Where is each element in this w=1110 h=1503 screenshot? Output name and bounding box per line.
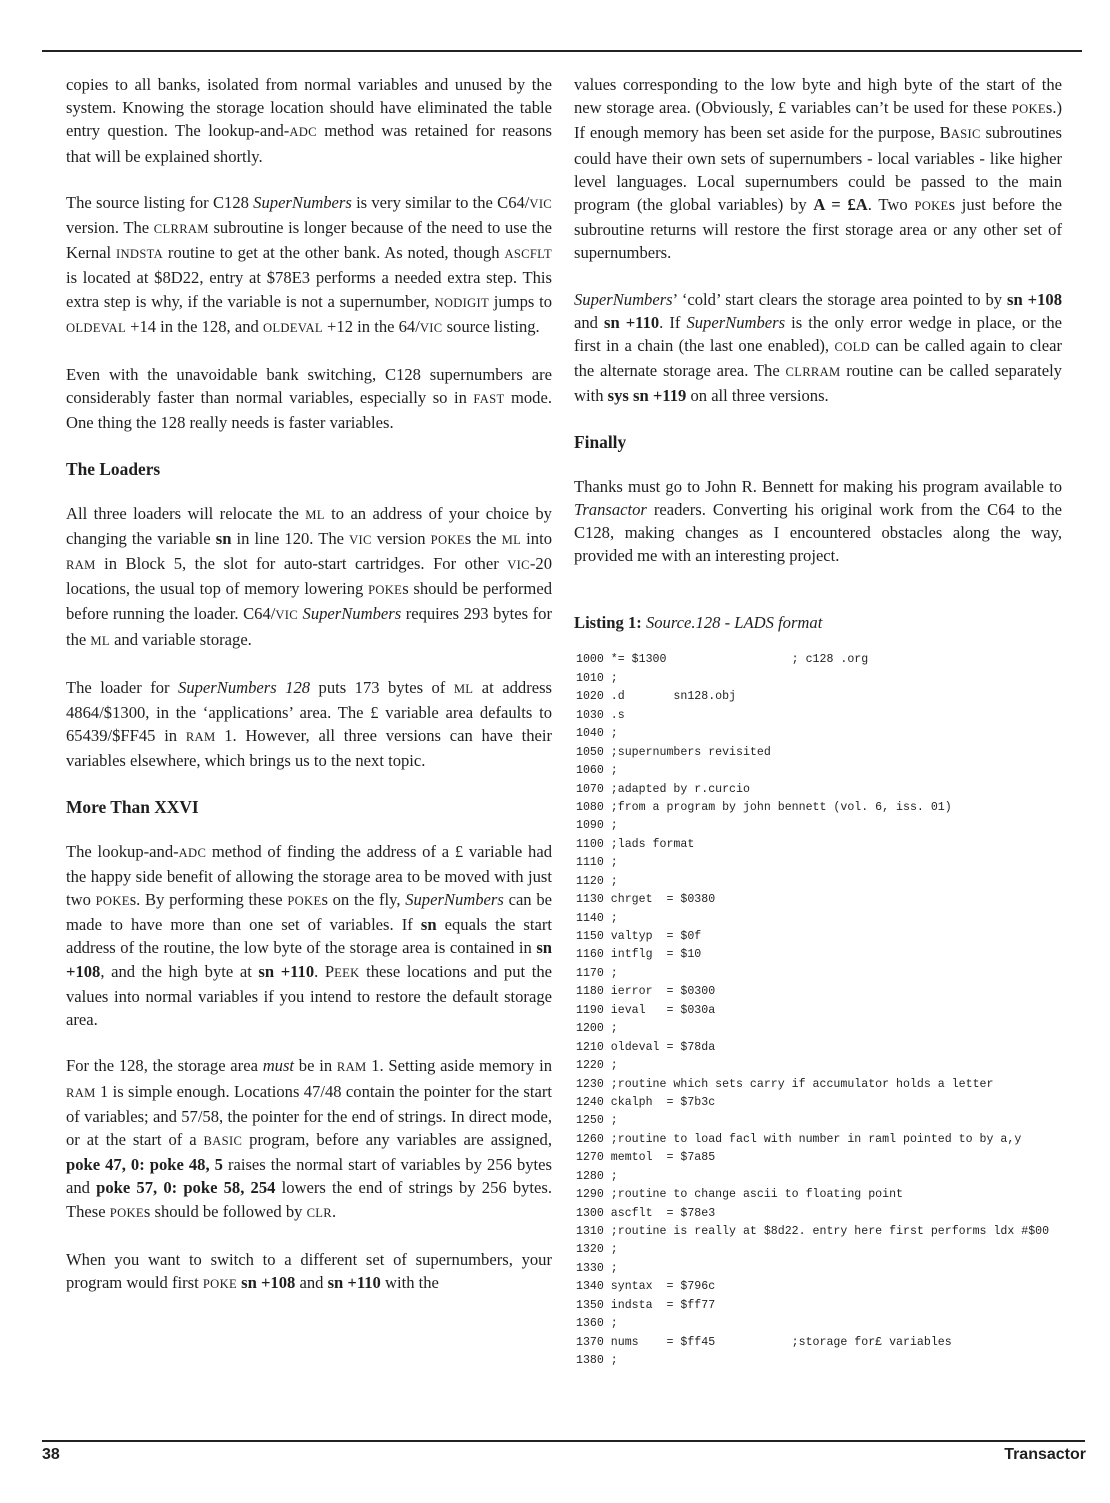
paragraph: The lookup-and-ADC method of finding the address of a £ variable had the happy side benefit of allowing the storage area to be moved with just two POKEs. By performing these POKEs on the fly, SuperNumbers can be made to have more than one set of variables. If sn equals the start address of the routine, the low byte of the storage area is contained in sn +108, and the high byte at sn +110. PEEK these locations and put the values into normal variables if you intend to restore the default storage area.	[66, 841, 553, 1030]
code-line: 1290 ;routine to change ascii to floating point	[576, 1188, 903, 1202]
section-heading: More Than XXVI	[66, 796, 199, 817]
code-line: 1160 intflg = $10	[576, 948, 702, 962]
code-line: 1030 .s	[576, 708, 625, 722]
code-listing	[576, 651, 1062, 1370]
code-line: 1280 ;	[576, 1169, 618, 1183]
code-line: 1120 ;	[576, 874, 618, 888]
section-heading: Finally	[574, 431, 627, 452]
code-line: 1060 ;	[576, 764, 618, 778]
code-line: 1330 ;	[576, 1261, 618, 1275]
page-number: 38	[42, 1446, 60, 1463]
code-line: 1250 ;	[576, 1114, 618, 1128]
code-line: 1350 indsta = $ff77	[576, 1298, 716, 1312]
right-column	[574, 73, 1062, 1371]
code-line: 1080 ;from a program by john bennett (vol. 6, iss. 01)	[576, 800, 952, 814]
paragraph: The loader for SuperNumbers 128 puts 173 bytes of ML at address 4864/$1300, in the ‘applications’ area. The £ variable area defaults to 65439/$FF45 in RAM 1. However, all three versions can have their variables elsewhere, which brings us to the next topic.	[66, 677, 553, 771]
code-line: 1100 ;lads format	[576, 837, 695, 851]
code-line: 1050 ;supernumbers revisited	[576, 745, 771, 759]
code-line: 1360 ;	[576, 1317, 618, 1331]
code-line: 1000 *= $1300 ; c128 .org	[576, 653, 869, 667]
code-line: 1090 ;	[576, 819, 618, 833]
code-line: 1070 ;adapted by r.curcio	[576, 782, 750, 796]
code-line: 1010 ;	[576, 671, 618, 685]
paragraph: values corresponding to the low byte and high byte of the start of the new storage area. (Obviously, £ variables can’t be used for these POKEs.) If enough memory has been set aside for the purpose, BASIC subroutines could have their own sets of supernumbers - local variables - like higher level languages. Local supernumbers could be passed to the main program (the global variables) by A = £A. Two POKEs just before the subroutine returns will restore the first storage area or any other set of supernumbers.	[574, 75, 1062, 263]
code-line: 1370 nums = $ff45 ;storage for£ variables	[576, 1335, 952, 1349]
left-column	[66, 73, 552, 1319]
code-line: 1190 ieval = $030a	[576, 1003, 716, 1017]
paragraph: For the 128, the storage area must be in RAM 1. Setting aside memory in RAM 1 is simple enough. Locations 47/48 contain the pointer for the start of variables; and 57/58, the pointer for the end of strings. In direct mode, or at the start of a BASIC program, before any variables are assigned, poke 47, 0: poke 48, 5 raises the normal start of variables by 256 bytes and poke 57, 0: poke 58, 254 lowers the end of strings by 256 bytes. These POKEs should be followed by CLR.	[66, 1056, 553, 1221]
code-line: 1270 memtol = $7a85	[576, 1151, 716, 1165]
code-line: 1110 ;	[576, 856, 618, 870]
code-line: 1020 .d sn128.obj	[576, 690, 737, 704]
listing-title: Listing 1: Source.128 - LADS format	[574, 613, 823, 633]
code-line: 1130 chrget = $0380	[576, 893, 716, 907]
code-line: 1150 valtyp = $0f	[576, 930, 702, 944]
code-line: 1240 ckalph = $7b3c	[576, 1095, 716, 1109]
code-line: 1140 ;	[576, 911, 618, 925]
header-rule	[42, 50, 1082, 52]
section-heading: The Loaders	[66, 458, 161, 479]
paragraph: copies to all banks, isolated from normal variables and unused by the system. Knowing the storage location should have eliminated the table entry question. The lookup-and-ADC method was retained for reasons that will be explained shortly.	[66, 75, 552, 166]
paragraph: When you want to switch to a different set of supernumbers, your program would first POKE sn +108 and sn +110 with the	[66, 1249, 552, 1292]
paragraph: The source listing for C128 SuperNumbers is very similar to the C64/VIC version. The CLRRAM subroutine is longer because of the need to use the Kernal INDSTA routine to get at the other bank. As noted, though ASCFLT is located at $8D22, entry at $78E3 performs a needed extra step. This extra step is why, if the variable is not a supernumber, NODIGIT jumps to OLDEVAL +14 in the 128, and OLDEVAL +12 in the 64/VIC source listing.	[66, 192, 553, 336]
code-line: 1380 ;	[576, 1354, 618, 1368]
code-line: 1310 ;routine is really at $8d22. entry here first performs ldx #$00	[576, 1225, 1050, 1239]
code-line: 1180 ierror = $0300	[576, 985, 716, 999]
paragraph: SuperNumbers’ ‘cold’ start clears the storage area pointed to by sn +108 and sn +110. If SuperNumbers is the only error wedge in place, or the first in a chain (the last one enabled), COLD can be called again to clear the alternate storage area. The CLRRAM routine can be called separately with sys sn +119 on all three versions.	[574, 289, 1062, 406]
footer-rule	[42, 1440, 1085, 1442]
code-line: 1200 ;	[576, 1022, 618, 1036]
code-line: 1040 ;	[576, 727, 618, 741]
paragraph: All three loaders will relocate the ML to an address of your choice by changing the variable sn in line 120. The VIC version POKEs the ML into RAM in Block 5, the slot for auto-start cartridges. For other VIC-20 locations, the usual top of memory lowering POKEs should be performed before running the loader. C64/VIC SuperNumbers requires 293 bytes for the ML and variable storage.	[66, 503, 553, 649]
code-line: 1220 ;	[576, 1059, 618, 1073]
code-line: 1300 ascflt = $78e3	[576, 1206, 716, 1220]
code-line: 1210 oldeval = $78da	[576, 1040, 716, 1054]
code-line: 1320 ;	[576, 1243, 618, 1257]
magazine-name: Transactor	[1004, 1446, 1086, 1463]
code-line: 1170 ;	[576, 966, 618, 980]
code-line: 1340 syntax = $796c	[576, 1280, 716, 1294]
paragraph: Thanks must go to John R. Bennett for making his program available to Transactor readers. Converting his original work from the C64 to the C128, making changes as I encountered obstacles along the way, provided me with an interesting project.	[574, 476, 1062, 566]
code-line: 1230 ;routine which sets carry if accumulator holds a letter	[576, 1077, 994, 1091]
paragraph: Even with the unavoidable bank switching, C128 supernumbers are considerably faster than normal variables, especially so in FAST mode. One thing the 128 really needs is faster variables.	[66, 365, 552, 433]
code-line: 1260 ;routine to load facl with number in raml pointed to by a,y	[576, 1132, 1022, 1146]
